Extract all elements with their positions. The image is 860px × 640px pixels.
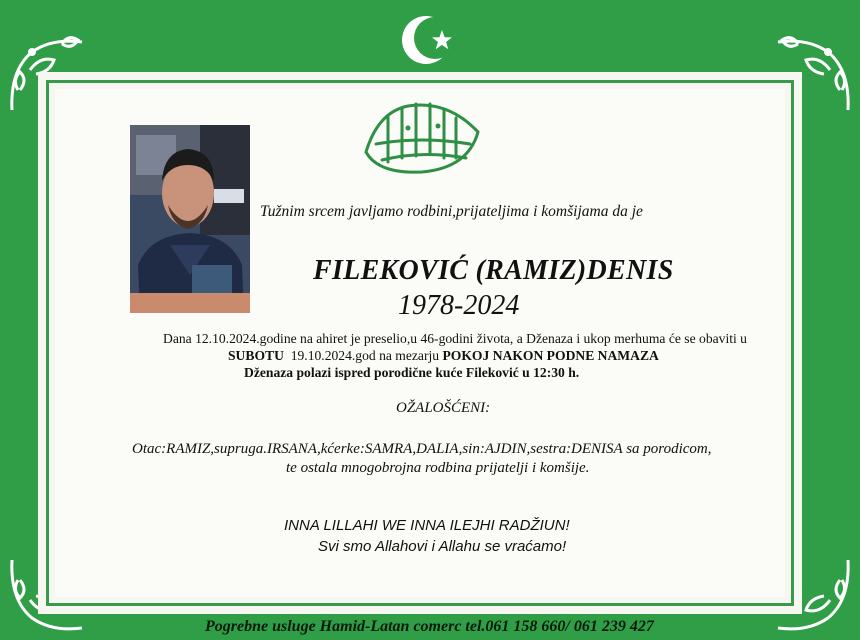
intro-text: Tužnim srcem javljamo rodbini,prijateljima i komšijama da je [260, 203, 643, 220]
deceased-name: FILEKOVIĆ (RAMIZ)DENIS [313, 255, 674, 286]
prayer-line-2: Svi smo Allahovi i Allahu se vraćamo! [318, 538, 567, 555]
footer-funeral-service: Pogrebne usluge Hamid-Latan comerc tel.061 158 660/ 061 239 427 [205, 618, 654, 635]
mourners-heading: OŽALOŠĆENI: [396, 400, 491, 416]
portrait-photo [130, 125, 250, 313]
crescent-star-icon [398, 8, 460, 70]
family-list-line-2: te ostala mnogobrojna rodbina prijatelji i komšije. [286, 460, 590, 476]
funeral-date-place: 19.10.2024.god na mezarju [283, 348, 443, 363]
family-list-line-1: Otac:RAMIZ,supruga.IRSANA,kćerke:SAMRA,DALIA,sin:AJDIN,sestra:DENISA sa porodicom, [132, 441, 712, 457]
life-years: 1978-2024 [398, 290, 520, 321]
funeral-time: POKOJ NAKON PODNE NAMAZA [442, 348, 659, 363]
arabic-calligraphy-icon [358, 92, 486, 184]
funeral-info-line-1: Dana 12.10.2024.godine na ahiret je preselio,u 46-godini života, a Dženaza i ukop merhuma će se obaviti u [163, 331, 747, 346]
funeral-day: SUBOTU [228, 348, 284, 363]
funeral-info-line-3: Dženaza polazi ispred porodične kuće Fileković u 12:30 h. [244, 365, 580, 380]
prayer-line-1: INNA LILLAHI WE INNA ILEJHI RADŽIUN! [284, 517, 570, 534]
funeral-info-line-2 [228, 348, 659, 364]
